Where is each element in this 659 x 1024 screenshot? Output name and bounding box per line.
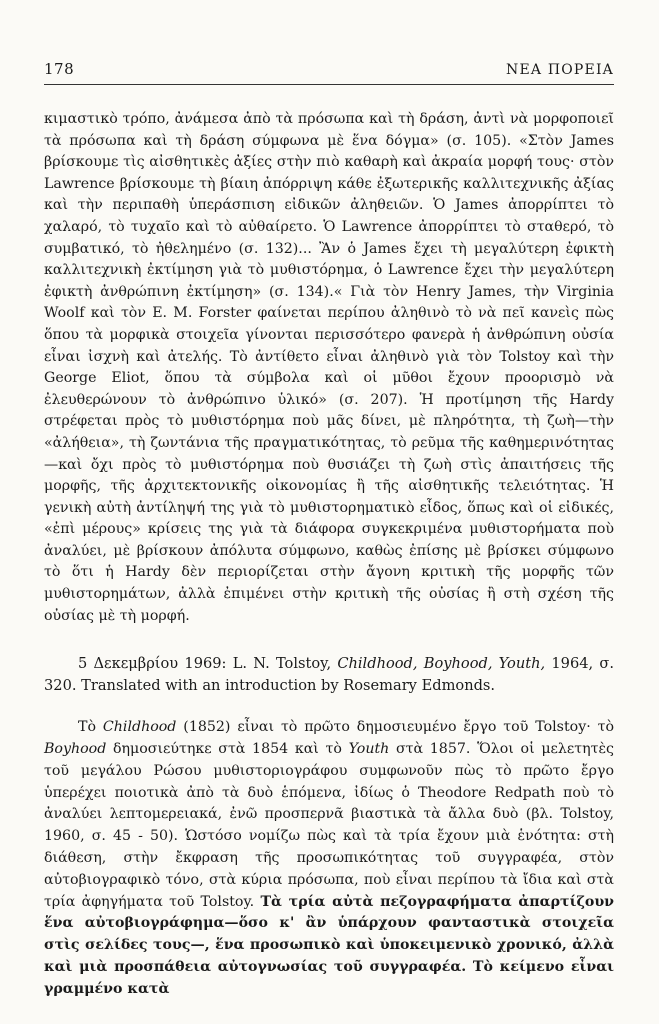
p2-title-childhood: Childhood: [102, 719, 177, 736]
body-paragraph-1: [44, 109, 614, 627]
body-paragraph-2: [44, 717, 614, 1000]
p2-title-boyhood: Boyhood: [44, 741, 107, 758]
journal-title: ΝΕΑ ΠΟΡΕΙΑ: [506, 62, 614, 78]
bibliographic-entry: [44, 653, 614, 697]
p2-text-3: δημοσιεύτηκε στὰ 1854 καὶ τὸ: [106, 741, 349, 758]
paragraph-1-text: κιμαστικὸ τρόπο, ἀνάμεσα ἀπὸ τὰ πρόσωπα καὶ τὴ δράση, ἀντὶ νὰ μορφοποιεῖ τὰ πρόσωπα καὶ τὴ δράση σύμφωνα μὲ ἕνα δόγμα» (σ. 105). «Στὸν James βρίσκουμε τὶς αἰσθητικὲς ἀξίες στὴν πιὸ καθαρὴ καὶ ἀκραία μορφή τους· στὸν Lawrence βρίσκουμε τὴ βίαιη ἀπόρριψη κάθε ἐξωτερικῆς καλλιτεχνικῆς ἀξίας καὶ τὴν περιπαθὴ ὑπεράσπιση εἰδικῶν ἀληθειῶν. Ὁ James ἀπορρίπτει τὸ χαλαρό, τὸ τυχαῖο καὶ τὸ αὐθαίρετο. Ὁ Lawrence ἀπορρίπτει τὸ σταθερό, τὸ συμβατικό, τὸ ἠθελημένο (σ. 132)... Ἂν ὁ James ἔχει τὴ μεγαλύτερη ἐφικτὴ καλλιτεχνικὴ ἐκτίμηση γιὰ τὸ μυθιστόρημα, ὁ Lawrence ἔχει τὴν μεγαλύτερη ἐφικτὴ ἀνθρώπινη ἐκτίμηση» (σ. 134).« Γιὰ τὸν Henry James, τὴν Virginia Woolf καὶ τὸν E. M. Forster φαίνεται περίπου ἀληθινὸ τὸ νὰ πεῖ κανεὶς πὼς ὅπου τὰ μορφικὰ στοιχεῖα γίνονται περισσότερο φανερὰ ἡ ἀνθρώπινη οὐσία εἶναι ἰσχνὴ καὶ ἀτελής. Τὸ ἀντίθετο εἶναι ἀληθινὸ γιὰ τὸν Tolstoy καὶ τὴν George Eliot, ὅπου τὰ σύμβολα καὶ οἱ μῦθοι ἔχουν προορισμὸ νὰ ἐλευθερώνουν τὸ ἀνθρώπινο ὑλικό» (σ. 207). Ἡ προτίμηση τῆς Hardy στρέφεται πρὸς τὸ μυθιστόρημα ποὺ μᾶς δίνει, μὲ πληρότητα, τὴ ζωὴ—τὴν «ἀλήθεια», τὴ ζωντάνια τῆς πραγματικότητας, τὸ ρεῦμα τῆς καθημερινότητας—καὶ ὄχι πρὸς τὸ μυθιστόρημα ποὺ θυσιάζει τὴ ζωὴ στὶς ἀπαιτήσεις τῆς μορφῆς, τῆς ἀρχιτεκτονικῆς οἰκονομίας ἢ τῆς αἰσθητικῆς τελειότητας. Ἡ γενικὴ αὐτὴ ἀντίληψή της γιὰ τὸ μυθιστορηματικὸ εἶδος, ὅπως καὶ οἱ εἰδικές, «ἐπὶ μέρους» κρίσεις της γιὰ τὰ διάφορα συγκεκριμένα μυθιστορήματα ποὺ ἀναλύει, μὲ βρίσκουν ἀπόλυτα σύμφωνο, καθὼς ἐπίσης μὲ βρίσκει σύμφωνο τὸ ὅτι ἡ Hardy δὲν περιορίζεται στὴν ἄγονη κριτικὴ τῆς μορφῆς τῶν μυθιστορημάτων, ἀλλὰ ἐπιμένει στὴν κριτικὴ τῆς οὐσίας ἢ στὴ σχέση τῆς οὐσίας μὲ τὴ μορφή.: [44, 111, 614, 624]
entry-date-author: 5 Δεκεμβρίου 1969: L. N. Tolstoy,: [78, 655, 332, 673]
entry-details: 1964, σ. 320. Translated with an introduction by Rosemary Edmonds.: [44, 655, 614, 695]
p2-text-2: (1852) εἶναι τὸ πρῶτο δημοσιευμένο ἔργο τοῦ Tolstoy· τὸ: [176, 719, 615, 736]
page: [44, 60, 614, 1001]
entry-work-titles: Childhood, Boyhood, Youth,: [337, 655, 546, 673]
p2-title-youth: Youth: [348, 741, 390, 758]
p2-text-1: Τὸ: [78, 719, 103, 736]
running-header: [44, 60, 614, 85]
page-number: 178: [44, 60, 75, 78]
p2-text-4: στὰ 1857. Ὅλοι οἱ μελετητὲς τοῦ μεγάλου Ρώσου μυθιστοριογράφου συμφωνοῦν πὼς τὸ πρῶτο ἔργο ὑπερέχει ποιοτικὰ ἀπὸ τὰ δυὸ ἑπόμενα, ἰδίως ὁ Theodore Redpath ποὺ τὸ ἀναλύει λεπτομερειακά, ἐνῶ προσπερνᾶ βιαστικὰ τὰ ἄλλα δυὸ (βλ. Tolstoy, 1960, σ. 45 - 50). Ὡστόσο νομίζω πὼς καὶ τὰ τρία ἔχουν μιὰ ἑνότητα: στὴ διάθεση, στὴν ἔκφραση τῆς προσωπικότητας τοῦ συγγραφέα, στὸν αὐτοβιογραφικὸ τόνο, στὰ κύρια πρόσωπα, ποὺ εἶναι περίπου τὰ ἴδια καὶ στὰ τρία ἀφηγήματα τοῦ Tolstoy.: [44, 741, 615, 910]
p2-bold-text: Τὰ τρία αὐτὰ πεζογραφήματα ἀπαρτίζουν ἕνα αὐτοβιογράφημα—ὅσο κ' ἂν ὑπάρχουν φανταστικὰ στοιχεῖα στὶς σελίδες τους—, ἕνα προσωπικὸ καὶ ὑποκειμενικὸ χρονικό, ἀλλὰ καὶ μιὰ προσπάθεια αὐτογνωσίας τοῦ συγγραφέα. Τὸ κείμενο εἶναι γραμμένο κατὰ: [44, 893, 615, 997]
